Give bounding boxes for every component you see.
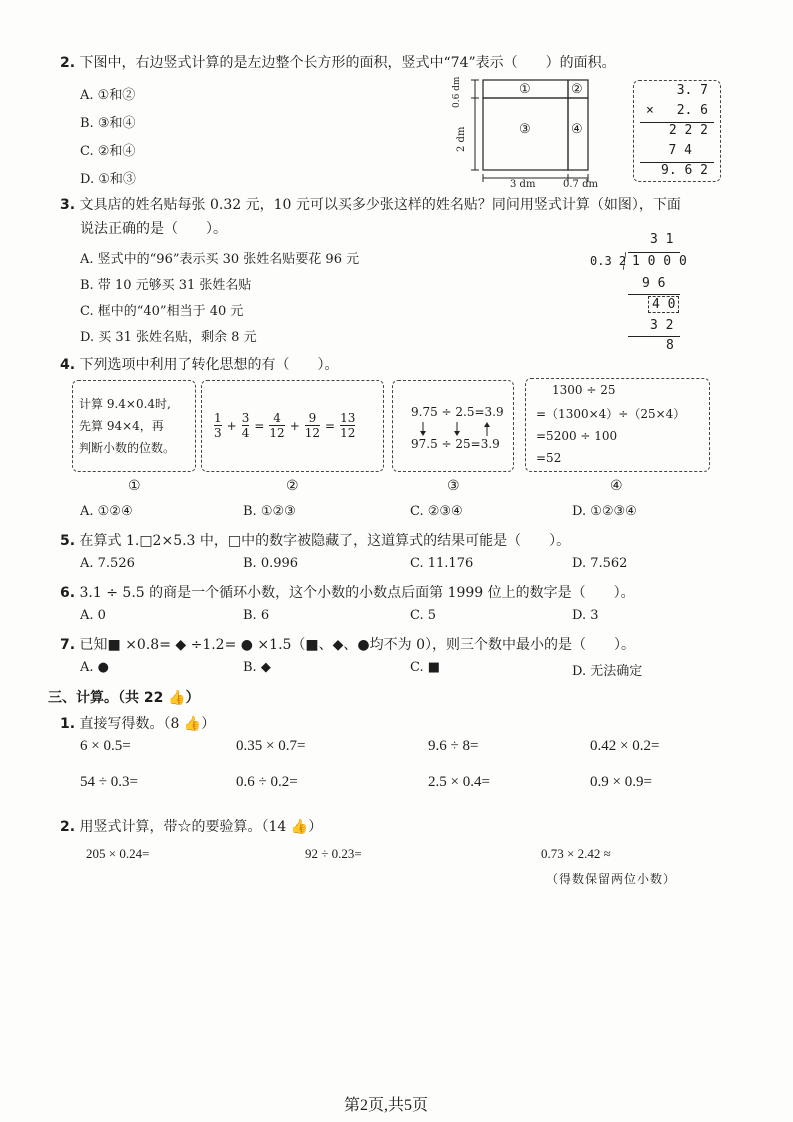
vm-row1: 3. 7 bbox=[676, 83, 708, 98]
q6-number: 6. bbox=[60, 585, 76, 601]
region-1-label: ① bbox=[519, 82, 531, 97]
q2-option-d[interactable]: D. ①和③ bbox=[80, 172, 136, 187]
ld-dividend: 1 0 0 0 bbox=[632, 254, 687, 269]
mental-calc-4: 0.42 × 0.2= bbox=[590, 738, 660, 754]
q4-number: 4. bbox=[60, 357, 76, 373]
fraction-4-12: $\frac{4}{12}$ bbox=[269, 411, 285, 440]
fraction-13-12: $\frac{13}{12}$ bbox=[340, 411, 356, 440]
calc-2-text: 用竖式计算，带☆的要验算。（14 👍） bbox=[79, 819, 323, 835]
q5-option-c[interactable]: C. 11.176 bbox=[410, 556, 474, 571]
calc-1-stem bbox=[60, 713, 215, 733]
q4-box-2 bbox=[201, 380, 384, 472]
q7-option-a[interactable]: A. ● bbox=[80, 660, 109, 675]
q2-option-c[interactable]: C. ②和④ bbox=[80, 144, 136, 159]
q5-stem bbox=[60, 530, 570, 550]
vm-row2: 2. 6 bbox=[676, 103, 708, 118]
q3-option-a[interactable]: A. 竖式中的“96”表示买 30 张姓名贴要花 96 元 bbox=[80, 252, 360, 267]
q5-text: 在算式 1.□2×5.3 中，□中的数字被隐藏了，这道算式的结果可能是（ ）。 bbox=[79, 533, 571, 549]
vm-row3: 2 2 2 bbox=[668, 123, 708, 138]
q5-option-b[interactable]: B. 0.996 bbox=[243, 556, 299, 571]
fraction-1-3: $\frac{1}{3}$ bbox=[214, 411, 222, 440]
ld-remainder: 8 bbox=[666, 338, 674, 353]
q4-option-a[interactable]: A. ①②④ bbox=[80, 504, 133, 519]
ld-step2: 3 2 bbox=[650, 318, 674, 333]
q4-option-c[interactable]: C. ②③④ bbox=[410, 504, 463, 519]
q4-label-2: ② bbox=[286, 478, 299, 494]
ld-quotient: 3 1 bbox=[650, 232, 674, 247]
q4-option-b[interactable]: B. ①②③ bbox=[243, 504, 296, 519]
ld-divisor: 0.3 2 bbox=[590, 254, 627, 268]
box1-line1: 计算 9.4×0.4时, bbox=[79, 397, 171, 411]
region-3-label: ③ bbox=[519, 122, 531, 137]
q4-box-3 bbox=[392, 380, 514, 472]
q3-option-c[interactable]: C. 框中的“40”相当于 40 元 bbox=[80, 304, 244, 319]
box4-line2: =（1300×4）÷（25×4） bbox=[536, 407, 686, 421]
q4-stem bbox=[60, 354, 339, 374]
q7-option-b[interactable]: B. ◆ bbox=[243, 660, 271, 675]
ld-line2 bbox=[628, 336, 680, 337]
q3-long-division bbox=[586, 232, 686, 356]
q6-option-d[interactable]: D. 3 bbox=[572, 608, 599, 623]
page-footer: 第2页,共5页 bbox=[344, 1097, 429, 1114]
q6-option-b[interactable]: B. 6 bbox=[243, 608, 270, 623]
q4-text: 下列选项中利用了转化思想的有（ ）。 bbox=[79, 357, 339, 373]
box1-line3: 判断小数的位数。 bbox=[79, 441, 176, 455]
dim-label-3dm: 3 dm bbox=[510, 179, 536, 190]
box1-line2: 先算 94×4，再 bbox=[79, 419, 164, 433]
box4-line1: 1300 ÷ 25 bbox=[552, 383, 616, 397]
region-4-label: ④ bbox=[571, 122, 583, 137]
vertical-calc-3: 0.73 × 2.42 ≈ bbox=[541, 846, 611, 861]
box3-arrows bbox=[411, 421, 501, 437]
mental-calc-1: 6 × 0.5= bbox=[80, 738, 131, 754]
q5-option-a[interactable]: A. 7.526 bbox=[80, 556, 135, 571]
q6-stem bbox=[60, 582, 635, 602]
vm-row4: 7 4 bbox=[668, 143, 692, 158]
calc-2-stem bbox=[60, 816, 322, 836]
box3-line2: 97.5 ÷ 25=3.9 bbox=[411, 437, 500, 451]
mental-calc-5: 54 ÷ 0.3= bbox=[80, 774, 138, 790]
q4-label-3: ③ bbox=[447, 478, 460, 494]
fraction-3-4: $\frac{3}{4}$ bbox=[241, 411, 250, 440]
vertical-calc-1: 205 × 0.24= bbox=[86, 846, 150, 861]
mental-calc-2: 0.35 × 0.7= bbox=[236, 738, 306, 754]
calc-2-number: 2. bbox=[60, 819, 76, 835]
box4-line4: =52 bbox=[536, 451, 562, 465]
q4-box-4 bbox=[525, 378, 710, 472]
q5-option-d[interactable]: D. 7.562 bbox=[572, 556, 628, 571]
q3-number: 3. bbox=[60, 197, 76, 213]
ld-bracket-top bbox=[628, 252, 680, 253]
q4-option-d[interactable]: D. ①②③④ bbox=[572, 504, 637, 519]
q4-label-4: ④ bbox=[610, 478, 623, 494]
region-2-label: ② bbox=[571, 82, 583, 97]
q2-vertical-multiplication bbox=[633, 80, 721, 182]
box3-line1: 9.75 ÷ 2.5=3.9 bbox=[411, 405, 504, 419]
vm-operator: × bbox=[646, 103, 654, 118]
ld-step1: 9 6 bbox=[642, 276, 666, 291]
q7-option-c[interactable]: C. ■ bbox=[410, 660, 441, 675]
q2-rectangle-diagram bbox=[455, 72, 615, 194]
q3-stem-line1 bbox=[60, 194, 681, 214]
q5-number: 5. bbox=[60, 533, 76, 549]
mental-calc-3: 9.6 ÷ 8= bbox=[428, 738, 479, 754]
q6-option-a[interactable]: A. 0 bbox=[80, 608, 106, 623]
q7-option-d[interactable]: D. 无法确定 bbox=[572, 664, 643, 679]
q2-option-a[interactable]: A. ①和② bbox=[80, 88, 136, 103]
box4-line3: =5200 ÷ 100 bbox=[536, 429, 618, 443]
rounding-note: （得数保留两位小数） bbox=[546, 872, 677, 886]
fraction-9-12: $\frac{9}{12}$ bbox=[304, 411, 321, 440]
q2-stem bbox=[60, 52, 616, 72]
q2-text: 下图中，右边竖式计算的是左边整个长方形的面积，竖式中“74”表示（ ）的面积。 bbox=[79, 55, 616, 71]
q7-number: 7. bbox=[60, 637, 76, 653]
q3-option-b[interactable]: B. 带 10 元够买 31 张姓名贴 bbox=[80, 278, 252, 293]
mental-calc-6: 0.6 ÷ 0.2= bbox=[236, 774, 298, 790]
q6-option-c[interactable]: C. 5 bbox=[410, 608, 437, 623]
vm-result: 9. 6 2 bbox=[661, 163, 708, 178]
section-3-title: 三、计算。（共 22 👍） bbox=[48, 690, 200, 706]
q3-text1: 文具店的姓名贴每张 0.32 元，10 元可以买多少张这样的姓名贴？同问用竖式计算（如图），下面 bbox=[79, 197, 681, 213]
q7-stem bbox=[60, 634, 635, 654]
vertical-calc-2: 92 ÷ 0.23= bbox=[305, 846, 362, 861]
ld-boxed-40: 4 0 bbox=[648, 296, 679, 313]
q7-text: 已知■ ×0.8= ◆ ÷1.2= ● ×1.5（■、◆、●均不为 0），则三个数中最小的是（ ）。 bbox=[79, 637, 635, 653]
calc-1-text: 直接写得数。（8 👍） bbox=[79, 716, 216, 732]
ld-line1 bbox=[628, 294, 680, 295]
q6-text: 3.1 ÷ 5.5 的商是一个循环小数，这个小数的小数点后面第 1999 位上的数字是（ ）。 bbox=[79, 585, 635, 601]
mental-calc-7: 2.5 × 0.4= bbox=[428, 774, 490, 790]
box2-equation: $\frac{1}{3}$ + $\frac{3}{4}$ = $\frac{4}{12}$ + $\frac{9}{12}$ = $\frac{13}{12}$ bbox=[214, 411, 356, 440]
q4-box-1 bbox=[72, 380, 196, 472]
q3-text2: 说法正确的是（ ）。 bbox=[80, 221, 227, 237]
mental-calc-8: 0.9 × 0.9= bbox=[590, 774, 652, 790]
q3-option-d[interactable]: D. 买 31 张姓名贴，剩余 8 元 bbox=[80, 330, 257, 345]
q4-label-1: ① bbox=[128, 478, 141, 494]
q2-option-b[interactable]: B. ③和④ bbox=[80, 116, 136, 131]
dim-label-0-7dm: 0.7 dm bbox=[563, 179, 598, 190]
q2-number: 2. bbox=[60, 55, 76, 71]
calc-1-number: 1. bbox=[60, 716, 76, 732]
